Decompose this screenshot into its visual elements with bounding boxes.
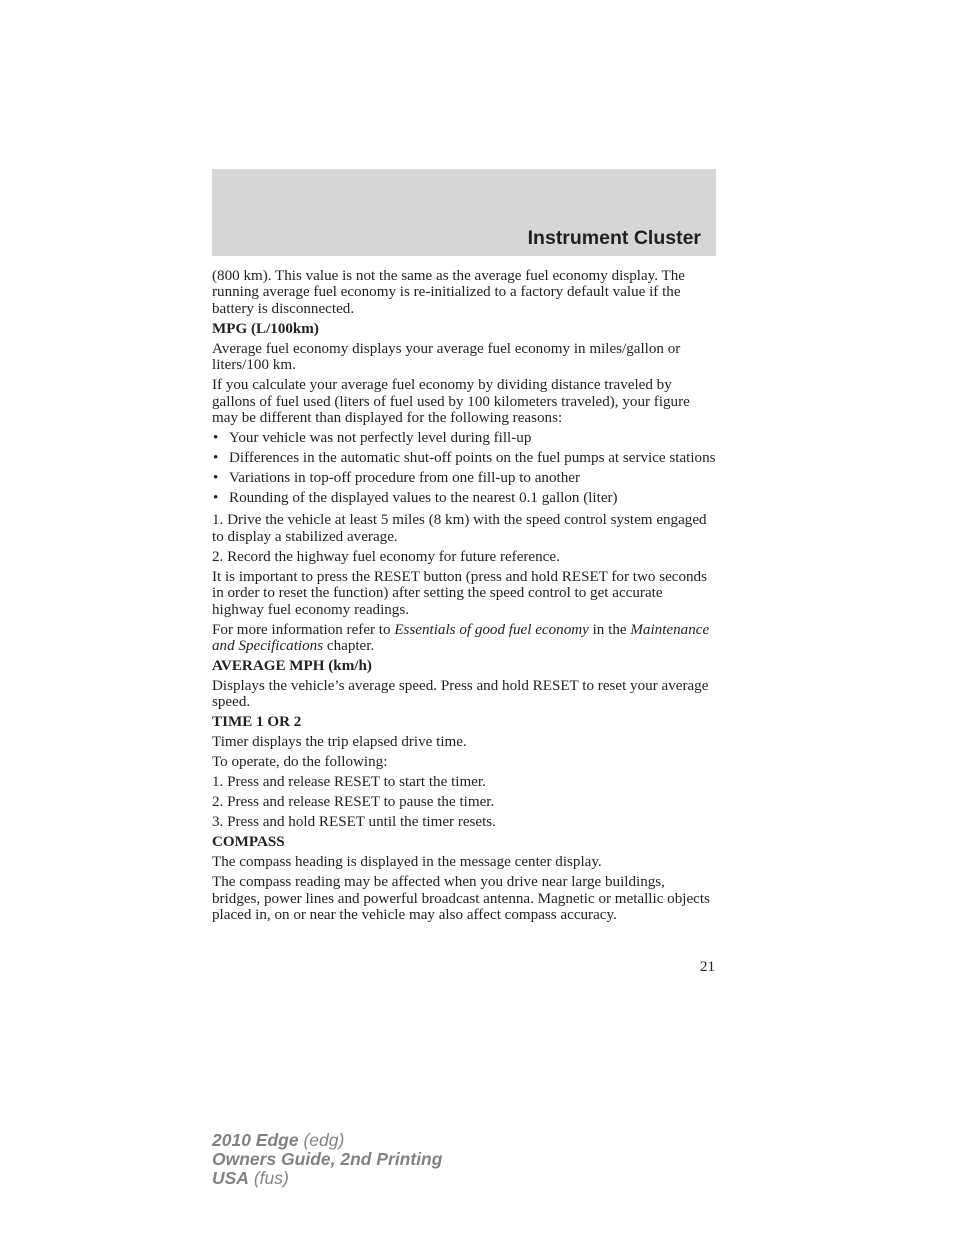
footer-line-2	[212, 1150, 442, 1169]
time-step-2: 2. Press and release RESET to pause the timer.	[212, 794, 495, 811]
list-item-text: Your vehicle was not perfectly level during fill-up	[229, 430, 532, 447]
more-info-suffix: chapter.	[323, 638, 375, 655]
mpg-paragraph-3: It is important to press the RESET button (press and hold RESET for two seconds in order to reset the function) after setting the speed control to get accurate highway fuel economy readings.	[212, 568, 707, 618]
footer-line-1	[212, 1131, 442, 1150]
page-number: 21	[699, 959, 715, 975]
page-body	[212, 268, 716, 927]
time-step-3: 3. Press and hold RESET until the timer resets.	[212, 814, 496, 831]
more-info-reference-2: Maintenance and Specifications	[212, 621, 710, 655]
bullet-marker: •	[213, 430, 219, 447]
time-heading: TIME 1 OR 2	[212, 714, 302, 731]
time-paragraph-2: To operate, do the following:	[212, 754, 388, 771]
mpg-step-1: 1. Drive the vehicle at least 5 miles (8 km) with the speed control system engaged to display a stabilized average.	[212, 512, 707, 545]
bullet-marker: •	[213, 470, 219, 487]
list-item-text: Differences in the automatic shut-off points on the fuel pumps at service stations	[229, 450, 716, 467]
bullet-marker: •	[213, 490, 219, 507]
list-item-text: Variations in top-off procedure from one fill-up to another	[229, 470, 580, 487]
time-paragraph-1: Timer displays the trip elapsed drive time.	[212, 734, 467, 751]
more-info-prefix: For more information refer to	[212, 621, 395, 638]
list-item	[212, 470, 716, 486]
section-title: Instrument Cluster	[527, 227, 701, 249]
avg-mph-heading: AVERAGE MPH (km/h)	[212, 658, 372, 675]
mpg-paragraph-2: If you calculate your average fuel economy by dividing distance traveled by gallons of fuel used (liters of fuel used by 100 kilometers traveled), your figure may be different than displayed for the following reasons:	[212, 377, 690, 427]
list-item	[212, 490, 716, 506]
footer-market: USA	[212, 1168, 249, 1188]
mpg-step-2: 2. Record the highway fuel economy for future reference.	[212, 548, 560, 565]
section-header-band	[212, 169, 716, 256]
more-info-paragraph	[212, 622, 716, 655]
document-footer	[212, 1131, 442, 1188]
compass-paragraph-1: The compass heading is displayed in the message center display.	[212, 854, 602, 871]
more-info-reference-1: Essentials of good fuel economy	[394, 621, 589, 638]
footer-line-3	[212, 1169, 442, 1188]
list-item	[212, 430, 716, 446]
intro-paragraph: (800 km). This value is not the same as the average fuel economy display. The running average fuel economy is re-initialized to a factory default value if the battery is disconnected.	[212, 268, 685, 317]
list-item-text: Rounding of the displayed values to the nearest 0.1 gallon (liter)	[229, 490, 618, 507]
bullet-marker: •	[213, 450, 219, 467]
compass-paragraph-2: The compass reading may be affected when you drive near large buildings, bridges, power lines and powerful broadcast antenna. Magnetic or metallic objects placed in, on or near the vehicle may also affect compass accuracy.	[212, 874, 710, 924]
reasons-list	[212, 430, 716, 506]
compass-heading: COMPASS	[212, 834, 285, 851]
more-info-middle: in the	[588, 621, 631, 638]
time-step-1: 1. Press and release RESET to start the timer.	[212, 774, 486, 791]
avg-mph-paragraph: Displays the vehicle’s average speed. Press and hold RESET to reset your average speed.	[212, 678, 709, 711]
footer-guide-edition: Owners Guide, 2nd Printing	[212, 1149, 443, 1169]
list-item	[212, 450, 716, 466]
footer-model-code: (edg)	[298, 1130, 345, 1150]
mpg-heading: MPG (L/100km)	[212, 320, 319, 337]
mpg-paragraph-1: Average fuel economy displays your average fuel economy in miles/gallon or liters/100 km.	[212, 340, 681, 374]
footer-market-code: (fus)	[248, 1168, 289, 1188]
footer-model: 2010 Edge	[212, 1130, 299, 1150]
